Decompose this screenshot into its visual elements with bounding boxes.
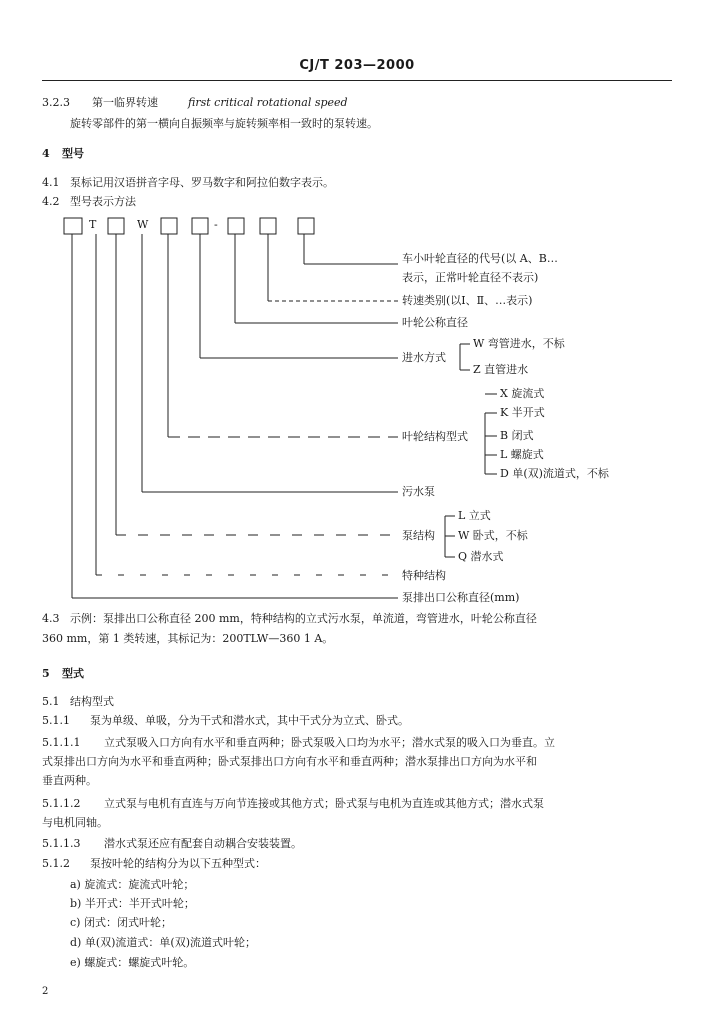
label-pump-structure: 泵结构 xyxy=(402,529,435,542)
section-5-1-1-1-line1: 立式泵吸入口方向有水平和垂直两种；卧式泵吸入口均为水平；潜水式泵的吸入口为垂直。立 xyxy=(104,736,555,749)
section-4-number: 4 xyxy=(42,147,50,160)
label-ps-q: Q 潜水式 xyxy=(458,550,504,563)
term-chinese: 第一临界转速 xyxy=(92,96,158,109)
box-inlet-mode xyxy=(192,218,208,234)
section-5-1-1-2-number: 5.1.1.2 xyxy=(42,797,81,810)
label-sewage-pump: 污水泵 xyxy=(402,485,435,498)
section-3-2-3-number: 3.2.3 xyxy=(42,96,70,109)
label-ps-w: W 卧式，不标 xyxy=(458,529,528,542)
list-item: a) 旋流式：旋流式叶轮； xyxy=(70,878,195,891)
label-imp-k: K 半开式 xyxy=(500,406,545,419)
section-4-1-number: 4.1 xyxy=(42,176,60,189)
section-5-1-title: 结构型式 xyxy=(70,695,114,708)
separator-dash: - xyxy=(214,218,218,231)
term-english: first critical rotational speed xyxy=(188,96,348,109)
box-speed-class xyxy=(260,218,276,234)
box-impeller-nominal xyxy=(228,218,244,234)
section-4-1-text: 泵标记用汉语拼音字母、罗马数字和阿拉伯数字表示。 xyxy=(70,176,334,189)
section-5-number: 5 xyxy=(42,667,50,680)
section-5-1-1-number: 5.1.1 xyxy=(42,714,70,727)
section-5-1-2-text: 泵按叶轮的结构分为以下五种型式： xyxy=(90,857,266,870)
section-4-3-line2: 360 mm，第 1 类转速，其标记为：200TLW—360 1 A。 xyxy=(42,632,334,645)
section-5-1-2-number: 5.1.2 xyxy=(42,857,70,870)
label-imp-b: B 闭式 xyxy=(500,429,534,442)
section-4-3-number: 4.3 xyxy=(42,612,60,625)
list-item: c) 闭式：闭式叶轮； xyxy=(70,916,172,929)
label-impeller-code-line1: 车小叶轮直径的代号(以 A、B… xyxy=(402,252,558,265)
list-item: d) 单(双)流道式：单(双)流道式叶轮； xyxy=(70,936,256,949)
section-5-1-1-2-line2: 与电机同轴。 xyxy=(42,816,108,829)
section-5-1-1-1-line2: 式泵排出口方向为水平和垂直两种；卧式泵排出口方向有水平和垂直两种；潜水泵排出口方向为水平和 xyxy=(42,755,537,768)
box-outlet-diameter xyxy=(64,218,82,234)
label-impeller-nominal: 叶轮公称直径 xyxy=(402,316,468,329)
label-impeller-code-line2: 表示，正常叶轮直径不表示) xyxy=(402,271,539,284)
section-5-1-1-3-number: 5.1.1.3 xyxy=(42,837,81,850)
section-4-2-number: 4.2 xyxy=(42,195,60,208)
label-imp-x: X 旋流式 xyxy=(500,387,545,400)
label-inlet-w: W 弯管进水，不标 xyxy=(473,337,565,350)
label-impeller-structure: 叶轮结构型式 xyxy=(402,430,468,443)
label-imp-d: D 单(双)流道式，不标 xyxy=(500,467,609,480)
section-5-1-1-text: 泵为单级、单吸，分为干式和潜水式，其中干式分为立式、卧式。 xyxy=(90,714,409,727)
section-4-3-line1: 示例：泵排出口公称直径 200 mm，特种结构的立式污水泵，单流道，弯管进水，叶轮公称直径 xyxy=(70,612,537,625)
section-5-1-number: 5.1 xyxy=(42,695,60,708)
label-outlet-diameter: 泵排出口公称直径(mm) xyxy=(402,591,520,604)
section-5-1-1-2-line1: 立式泵与电机有直连与万向节连接或其他方式；卧式泵与电机为直连或其他方式；潜水式泵 xyxy=(104,797,544,810)
letter-t: T xyxy=(89,218,97,231)
section-4-title: 型号 xyxy=(62,147,84,160)
label-ps-l: L 立式 xyxy=(458,509,491,522)
section-4-2-title: 型号表示方法 xyxy=(70,195,136,208)
page-number: 2 xyxy=(42,986,49,997)
section-5-1-1-1-line3: 垂直两种。 xyxy=(42,774,97,787)
section-5-1-1-3-text: 潜水式泵还应有配套自动耦合安装装置。 xyxy=(104,837,302,850)
section-5-title: 型式 xyxy=(62,667,84,680)
list-item: b) 半开式：半开式叶轮； xyxy=(70,897,195,910)
label-speed-class: 转速类别(以Ⅰ、Ⅱ、…表示) xyxy=(402,294,533,307)
term-definition: 旋转零部件的第一横向自振频率与旋转频率相一致时的泵转速。 xyxy=(70,117,378,130)
section-5-1-1-1-number: 5.1.1.1 xyxy=(42,736,81,749)
label-imp-l: L 螺旋式 xyxy=(500,448,544,461)
box-impeller-code xyxy=(298,218,314,234)
list-item: e) 螺旋式：螺旋式叶轮。 xyxy=(70,956,195,969)
label-inlet-z: Z 直管进水 xyxy=(473,363,529,376)
box-pump-structure xyxy=(108,218,124,234)
letter-w: W xyxy=(137,218,149,231)
label-inlet-mode: 进水方式 xyxy=(402,351,446,364)
label-special-structure: 特种结构 xyxy=(402,569,446,582)
box-impeller-structure xyxy=(161,218,177,234)
standard-code: CJ/T 203—2000 xyxy=(299,58,415,73)
